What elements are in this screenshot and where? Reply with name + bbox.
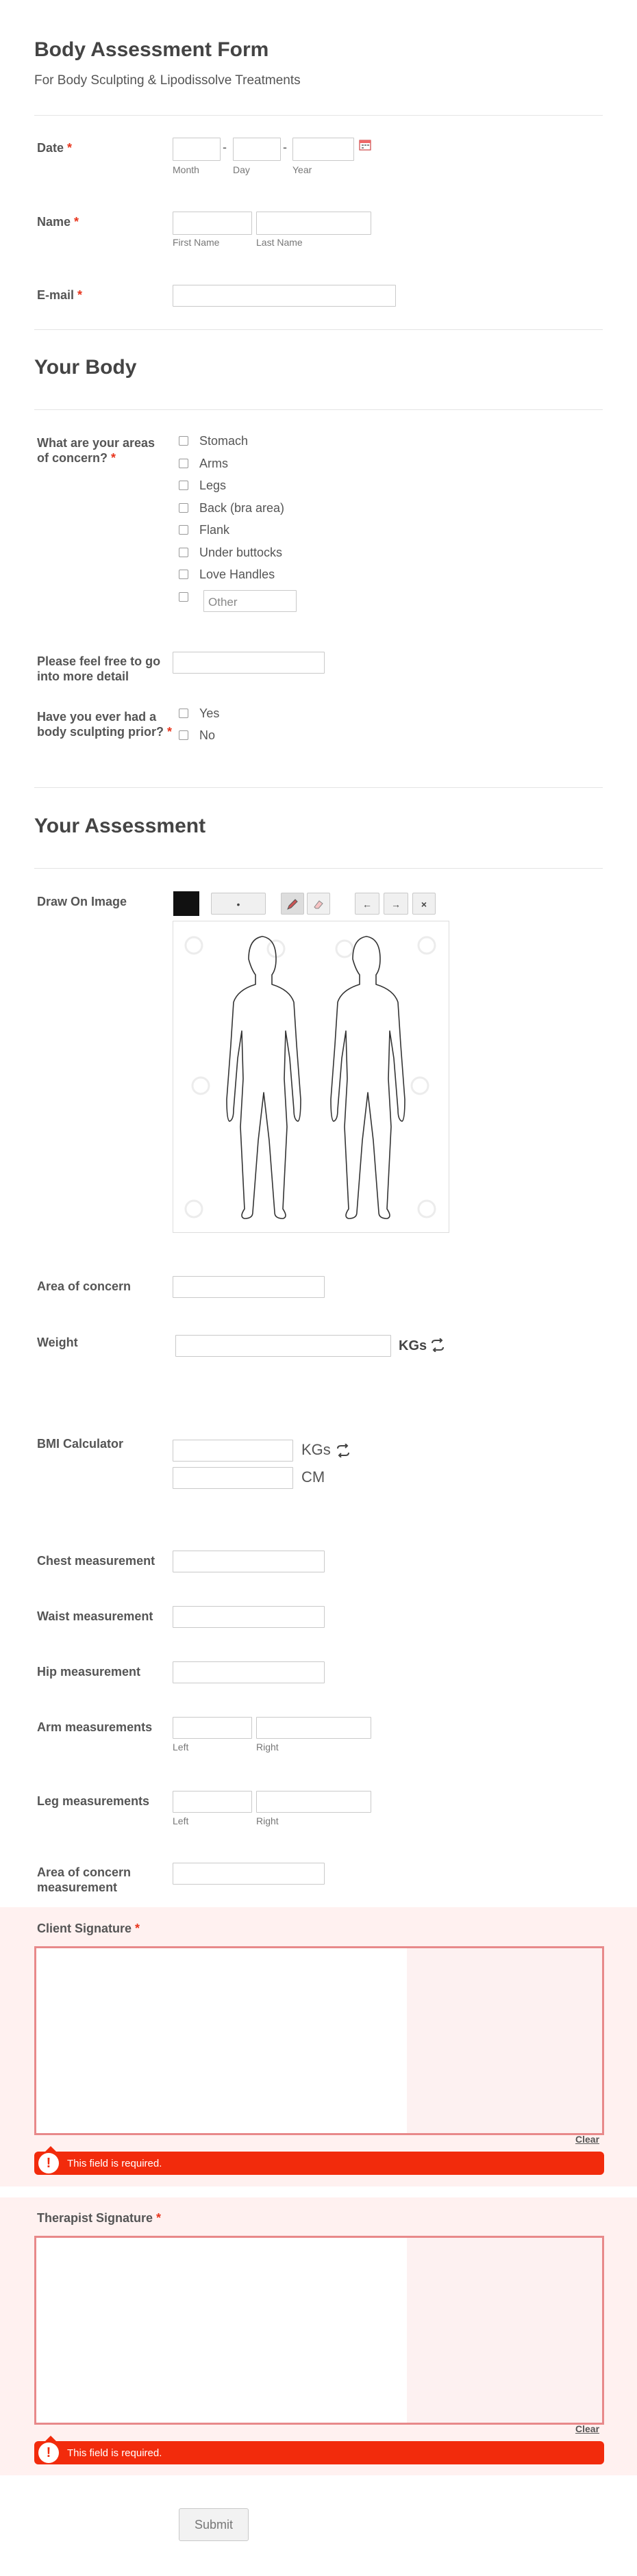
detail-input[interactable] xyxy=(173,652,325,674)
client-signature-label: Client Signature * xyxy=(37,1922,140,1935)
checkbox[interactable] xyxy=(179,436,188,446)
waist-label: Waist measurement xyxy=(37,1609,153,1623)
signature-pad-shade xyxy=(407,2238,602,2423)
leg-right-input[interactable] xyxy=(256,1791,371,1813)
area-of-concern-measurement-input[interactable] xyxy=(173,1863,325,1885)
waist-input[interactable] xyxy=(173,1606,325,1628)
eraser-icon[interactable] xyxy=(307,893,330,915)
checkbox[interactable] xyxy=(179,503,188,513)
email-input[interactable] xyxy=(173,285,396,307)
swap-unit-icon[interactable] xyxy=(430,1338,445,1352)
other-input[interactable]: Other xyxy=(203,590,297,612)
email-label: E-mail * xyxy=(37,288,83,302)
divider xyxy=(34,787,603,788)
bmi-weight-unit: KGs xyxy=(301,1441,331,1458)
pen-icon[interactable] xyxy=(281,893,304,915)
client-signature-pad[interactable] xyxy=(34,1946,604,2135)
checkbox[interactable] xyxy=(179,459,188,468)
brush-size-button[interactable]: • xyxy=(211,893,266,915)
leg-label: Leg measurements xyxy=(37,1794,150,1808)
checkbox[interactable] xyxy=(179,570,188,579)
last-name-sublabel: Last Name xyxy=(256,237,303,248)
checkbox[interactable] xyxy=(179,525,188,535)
form-subtitle: For Body Sculpting & Lipodissolve Treatments xyxy=(34,73,301,88)
checkbox[interactable] xyxy=(179,709,188,718)
checkbox[interactable] xyxy=(179,592,188,602)
drawing-canvas[interactable] xyxy=(173,921,449,1233)
error-text: This field is required. xyxy=(67,2158,162,2169)
swap-unit-icon[interactable] xyxy=(336,1444,351,1457)
date-month-input[interactable] xyxy=(173,138,221,161)
date-separator: - xyxy=(223,140,227,154)
divider xyxy=(34,329,603,330)
divider xyxy=(34,868,603,869)
date-year-sublabel: Year xyxy=(292,164,312,175)
error-pointer xyxy=(45,2436,56,2441)
color-swatch[interactable] xyxy=(173,891,199,916)
signature-pad-shade xyxy=(407,1948,602,2133)
therapist-signature-error xyxy=(34,2441,604,2464)
sculpting-options xyxy=(179,706,261,750)
weight-label: Weight xyxy=(37,1336,78,1349)
bmi-label: BMI Calculator xyxy=(37,1437,124,1451)
date-day-sublabel: Day xyxy=(233,164,250,175)
therapist-signature-clear[interactable]: Clear xyxy=(575,2423,600,2434)
chest-label: Chest measurement xyxy=(37,1554,155,1568)
divider xyxy=(34,409,603,410)
hip-input[interactable] xyxy=(173,1661,325,1683)
hip-label: Hip measurement xyxy=(37,1665,141,1679)
arm-left-input[interactable] xyxy=(173,1717,252,1739)
date-label: Date * xyxy=(37,141,73,155)
first-name-input[interactable] xyxy=(173,212,252,235)
client-signature-error xyxy=(34,2152,604,2175)
leg-right-sublabel: Right xyxy=(256,1815,279,1826)
section-heading-your-body: Your Body xyxy=(34,356,137,379)
checkbox[interactable] xyxy=(179,481,188,490)
section-heading-your-assessment: Your Assessment xyxy=(34,815,206,837)
area-of-concern-input[interactable] xyxy=(173,1276,325,1298)
error-text: This field is required. xyxy=(67,2447,162,2459)
date-separator: - xyxy=(283,140,287,154)
last-name-input[interactable] xyxy=(256,212,371,235)
submit-button[interactable]: Submit xyxy=(179,2508,249,2541)
first-name-sublabel: First Name xyxy=(173,237,220,248)
divider xyxy=(34,115,603,116)
detail-label: Please feel free to go into more detail xyxy=(37,654,161,683)
arm-right-input[interactable] xyxy=(256,1717,371,1739)
weight-unit: KGs xyxy=(399,1338,427,1353)
arm-right-sublabel: Right xyxy=(256,1742,279,1752)
leg-left-input[interactable] xyxy=(173,1791,252,1813)
error-icon: ! xyxy=(38,2153,59,2173)
bmi-height-unit: CM xyxy=(301,1468,325,1485)
radio-option[interactable]: Yes xyxy=(179,706,261,728)
leg-left-sublabel: Left xyxy=(173,1815,189,1826)
weight-input[interactable] xyxy=(175,1335,391,1357)
chest-input[interactable] xyxy=(173,1551,325,1572)
redo-button[interactable]: → xyxy=(384,893,408,915)
therapist-signature-pad[interactable] xyxy=(34,2236,604,2425)
close-button[interactable]: × xyxy=(412,893,436,915)
radio-option[interactable]: No xyxy=(179,728,261,750)
client-signature-clear[interactable]: Clear xyxy=(575,2134,600,2145)
form-title: Body Assessment Form xyxy=(34,38,269,61)
date-year-input[interactable] xyxy=(292,138,354,161)
checkbox[interactable] xyxy=(179,548,188,557)
body-outline-image xyxy=(173,921,449,1232)
date-day-input[interactable] xyxy=(233,138,281,161)
arm-left-sublabel: Left xyxy=(173,1742,189,1752)
draw-label: Draw On Image xyxy=(37,895,127,908)
bmi-height-input[interactable] xyxy=(173,1467,293,1489)
arm-label: Arm measurements xyxy=(37,1720,153,1734)
bmi-weight-input[interactable] xyxy=(173,1440,293,1462)
error-pointer xyxy=(45,2146,56,2152)
calendar-icon[interactable] xyxy=(359,138,371,151)
undo-button[interactable]: ← xyxy=(355,893,379,915)
error-icon: ! xyxy=(38,2443,59,2463)
name-label: Name * xyxy=(37,215,79,229)
date-month-sublabel: Month xyxy=(173,164,199,175)
concerns-label: What are your areas of concern? * xyxy=(37,436,155,465)
checkbox[interactable] xyxy=(179,730,188,740)
therapist-signature-label: Therapist Signature * xyxy=(37,2211,162,2225)
area-of-concern-label: Area of concern xyxy=(37,1279,132,1293)
area-of-concern-measurement-label: Area of concern measurement xyxy=(37,1865,132,1894)
sculpting-label: Have you ever had a body sculpting prior? * xyxy=(37,710,173,739)
